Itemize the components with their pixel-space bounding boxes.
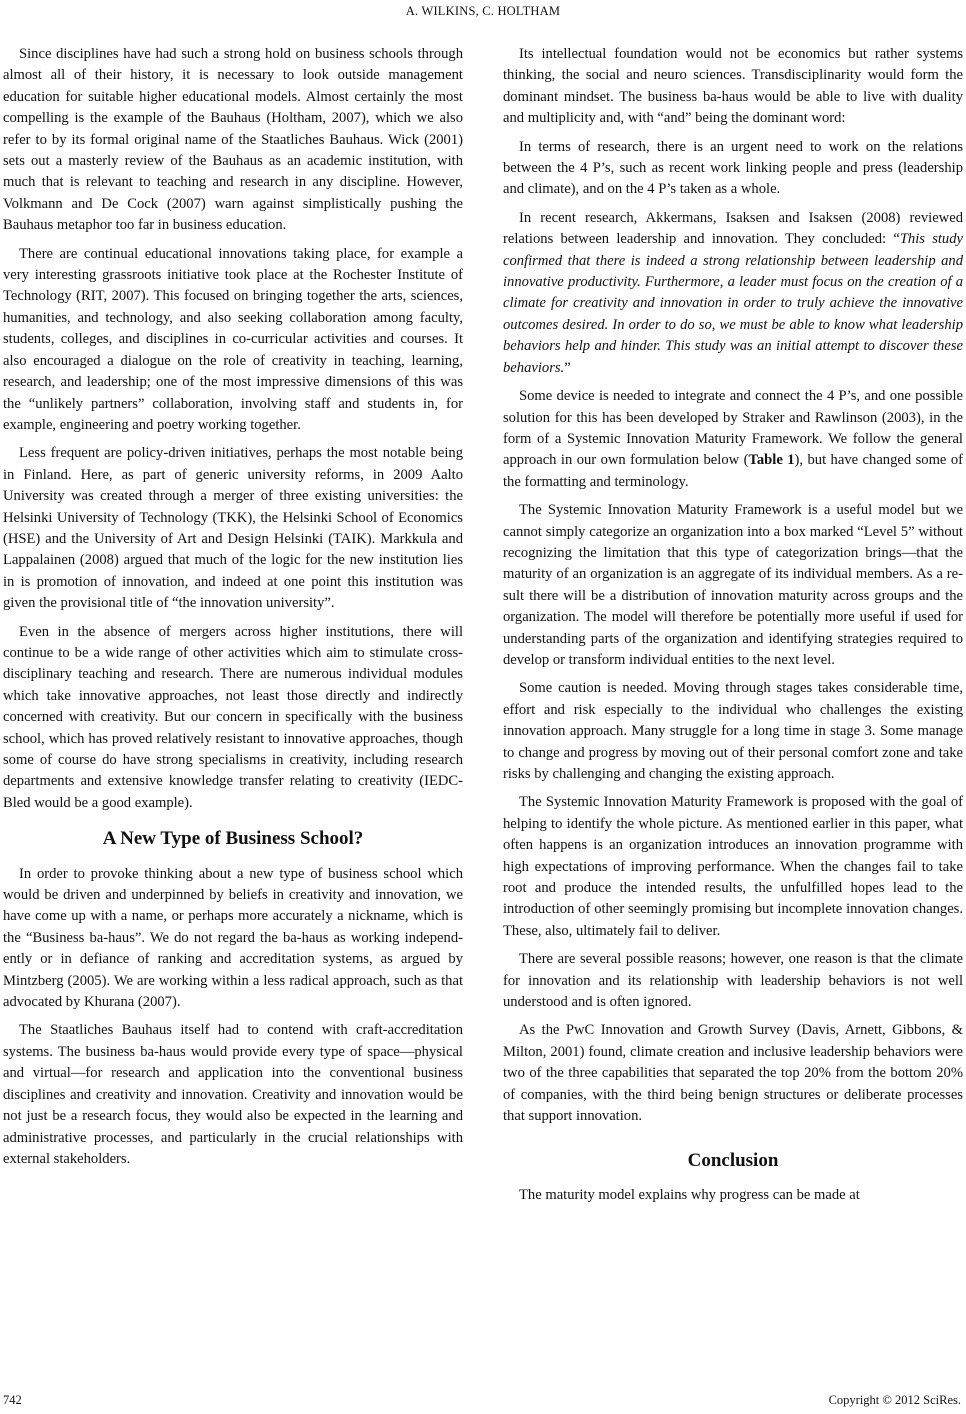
- paragraph-with-table-ref: [503, 386, 963, 493]
- text-segment: ), but have changed some of the formatting and terminology.: [503, 452, 963, 490]
- paragraph: The maturity model explains why progress can be made at: [519, 1186, 860, 1203]
- quote-punct: ,: [719, 274, 728, 291]
- text-segment: Some device is needed to integrate and connect the 4 P’s, and one possible solution for this has been developed by Straker and Rawlinson (2003), in the form of a Systemic Innovation Maturity Framework. We follow the general approach in our own formulation below (: [503, 388, 963, 469]
- paragraph: The Systemic Innovation Maturity Framework is proposed with the goal of helping to identify the whole picture. As mentioned earlier in this paper, what often happens is an organization introduces an innovation programme with high expectations of improving performance. When the changes fail to take root and produce the intended results, the unfulfilled hopes lead to the introduction of other seemingly promising but incomplete innovation changes. These, also, ultimately fail to deliver.: [503, 794, 963, 939]
- section-heading: Conclusion: [687, 1149, 779, 1171]
- paragraph: The Systemic Innovation Maturity Framework is a useful model but we cannot simply categorize an organization into a box marked “Level 5” without recognizing the limitation that this type of categorization brings—that the maturity of an organization is an aggregate of its individual members. As a result there will be a distribution of innovation maturity across groups and the organization. The model will therefore be potentially more useful if used for understanding parts of the organization and identifying strategies required to develop or transform individual entities to the next level.: [503, 502, 963, 668]
- table-reference: Table 1: [748, 452, 795, 469]
- quote-text: a leader must focus on the creation of a climate for creativity and innovation in order to truly achieve the innovative outcomes desired. In order to do so: [503, 274, 964, 333]
- page-number: 742: [3, 1393, 22, 1407]
- paragraph: Since disciplines have had such a strong hold on business schools through almost all of their history, it is necessary to look outside management education for suitable higher educational models. Almost certainly the most compelling is the example of the Bauhaus (Holtham, 2007), which we also refer to by its formal original name of the Staatliches Bauhaus. Wick (2001) sets out a masterly review of the Bauhaus as an academic institution, with much that is relevant to teaching and research in any discipline. However, Volkmann and De Cock (2007) warn against simplistically pushing the Bauhaus metaphor too far in business education.: [3, 46, 463, 234]
- paragraph: In order to provoke thinking about a new type of business school which would be driven and underpinned by beliefs in creativity and innovation, we have come up with a name, or perhaps more accurately a nickname, which is the “Business ba-haus”. We do not regard the ba-haus as working independently or in defiance of ranking and accreditation systems, as argued by Mintzberg (2005). We are working within a less radical approach, such as that advocated by Khurana (2007).: [3, 865, 463, 1011]
- running-head: A. WILKINS, C. HOLTHAM: [405, 4, 561, 18]
- paragraph: Some caution is needed. Moving through stages takes considerable time, effort and risk especially to the individual who challenges the existing innovation approach. Many struggle for a long time in stage 3. Some manage to change and progress by moving out of their personal comfort zone and take risks by challenging and changing the existing approach.: [503, 680, 963, 782]
- paragraph: There are continual educational innovations taking place, for example a very interesting grassroots initiative took place at the Rochester Institute of Technology (RIT, 2007). This focused on bringing together the arts, sciences, humanities, and technology, and also seeking collaboration among faculty, students, colleges, and disciplines in co-curricular activities and courses. It also encouraged a dialogue on the role of creativity in teaching, learning, research, and leadership; one of the most impressive dimensions of this was the “unlikely partners” collaboration, involving staff and students in, for example, engineering and poetry working together.: [3, 245, 463, 433]
- quote-close: ”: [564, 359, 571, 376]
- right-column: [503, 44, 963, 1213]
- paragraph: Its intellectual foundation would not be economics but rather systems thinking, the social and neuro sciences. Transdisciplinarity would form the dominant mindset. The business ba-haus would be able to live with duality and multiplicity and, with “and” being the dominant word:: [503, 46, 963, 127]
- paragraph: There are several possible reasons; however, one reason is that the climate for innovation and its relationship with leadership behaviors is not well understood and is often ignored.: [503, 951, 963, 1011]
- paragraph: Less frequent are policy-driven initiatives, perhaps the most notable being in Finland. Here, as part of generic university reforms, in 2009 Aalto University was created through a merger of three existing universities: the Helsinki University of Technology (TKK), the Helsinki School of Economics (HSE) and the University of Art and Design Helsinki (TAIK). Markkula and Lappalainen (2008) argued that much of the logic for the new institution lies in is promotion of innovation, and indeed at one point this institution was given the provisional title of “the innovation university”.: [3, 445, 463, 612]
- paragraph-with-quote: [503, 208, 963, 379]
- quote-punct: ,: [711, 316, 720, 333]
- left-column: [3, 44, 463, 1177]
- section-heading: A New Type of Business School?: [102, 828, 364, 850]
- quote-text: This study confirmed that there is indeed a strong relationship between leadership and innovative productivity. Furthermore: [503, 231, 963, 291]
- paragraph: The Staatliches Bauhaus itself had to contend with craft-accreditation systems. The business ba-haus would provide every type of space—physical and virtual—for research and application into the conventional business disciplines and creativity and innovation. Creativity and innovation would be not just be a research focus, they would also be expected in the learning and administrative processes, and particularly in the crucial relationships with external stakeholders.: [3, 1022, 463, 1167]
- quote-text: we must be able to know what leadership behaviors help and hinder. This study was an initial attempt to discover these behaviors.: [503, 316, 964, 376]
- copyright-notice: Copyright © 2012 SciRes.: [828, 1393, 961, 1407]
- paragraph: Even in the absence of mergers across higher institutions, there will continue to be a wide range of other activities which aim to stimulate cross-disciplinary teaching and research. There are numerous individual modules which take innovative approaches, not least those directly and indirectly concerned with creativity. But our concern in specifically with the business school, which has proved relatively resistant to innovative approaches, though some of course do have strong specialisms in creativity, including research departments and extensive knowledge transfer relating to creativity (IEDC-Bled would be a good example).: [3, 623, 463, 811]
- quote-lead: In recent research, Akkermans, Isaksen and Isaksen (2008) reviewed relations between leadership and innovation. They concluded: “: [503, 209, 963, 248]
- paragraph: In terms of research, there is an urgent need to work on the relations between the 4 P’s, such as recent work linking people and press (leadership and climate), and on the 4 P’s taken as a whole.: [503, 138, 963, 198]
- paragraph: As the PwC Innovation and Growth Survey (Davis, Arnett, Gibbons, & Milton, 2001) found, climate creation and inclusive leadership behaviors were two of the three capabilities that separated the top 20% from the bottom 20% of companies, with the third being benign structures or deliberate processes that support innovation.: [503, 1022, 963, 1125]
